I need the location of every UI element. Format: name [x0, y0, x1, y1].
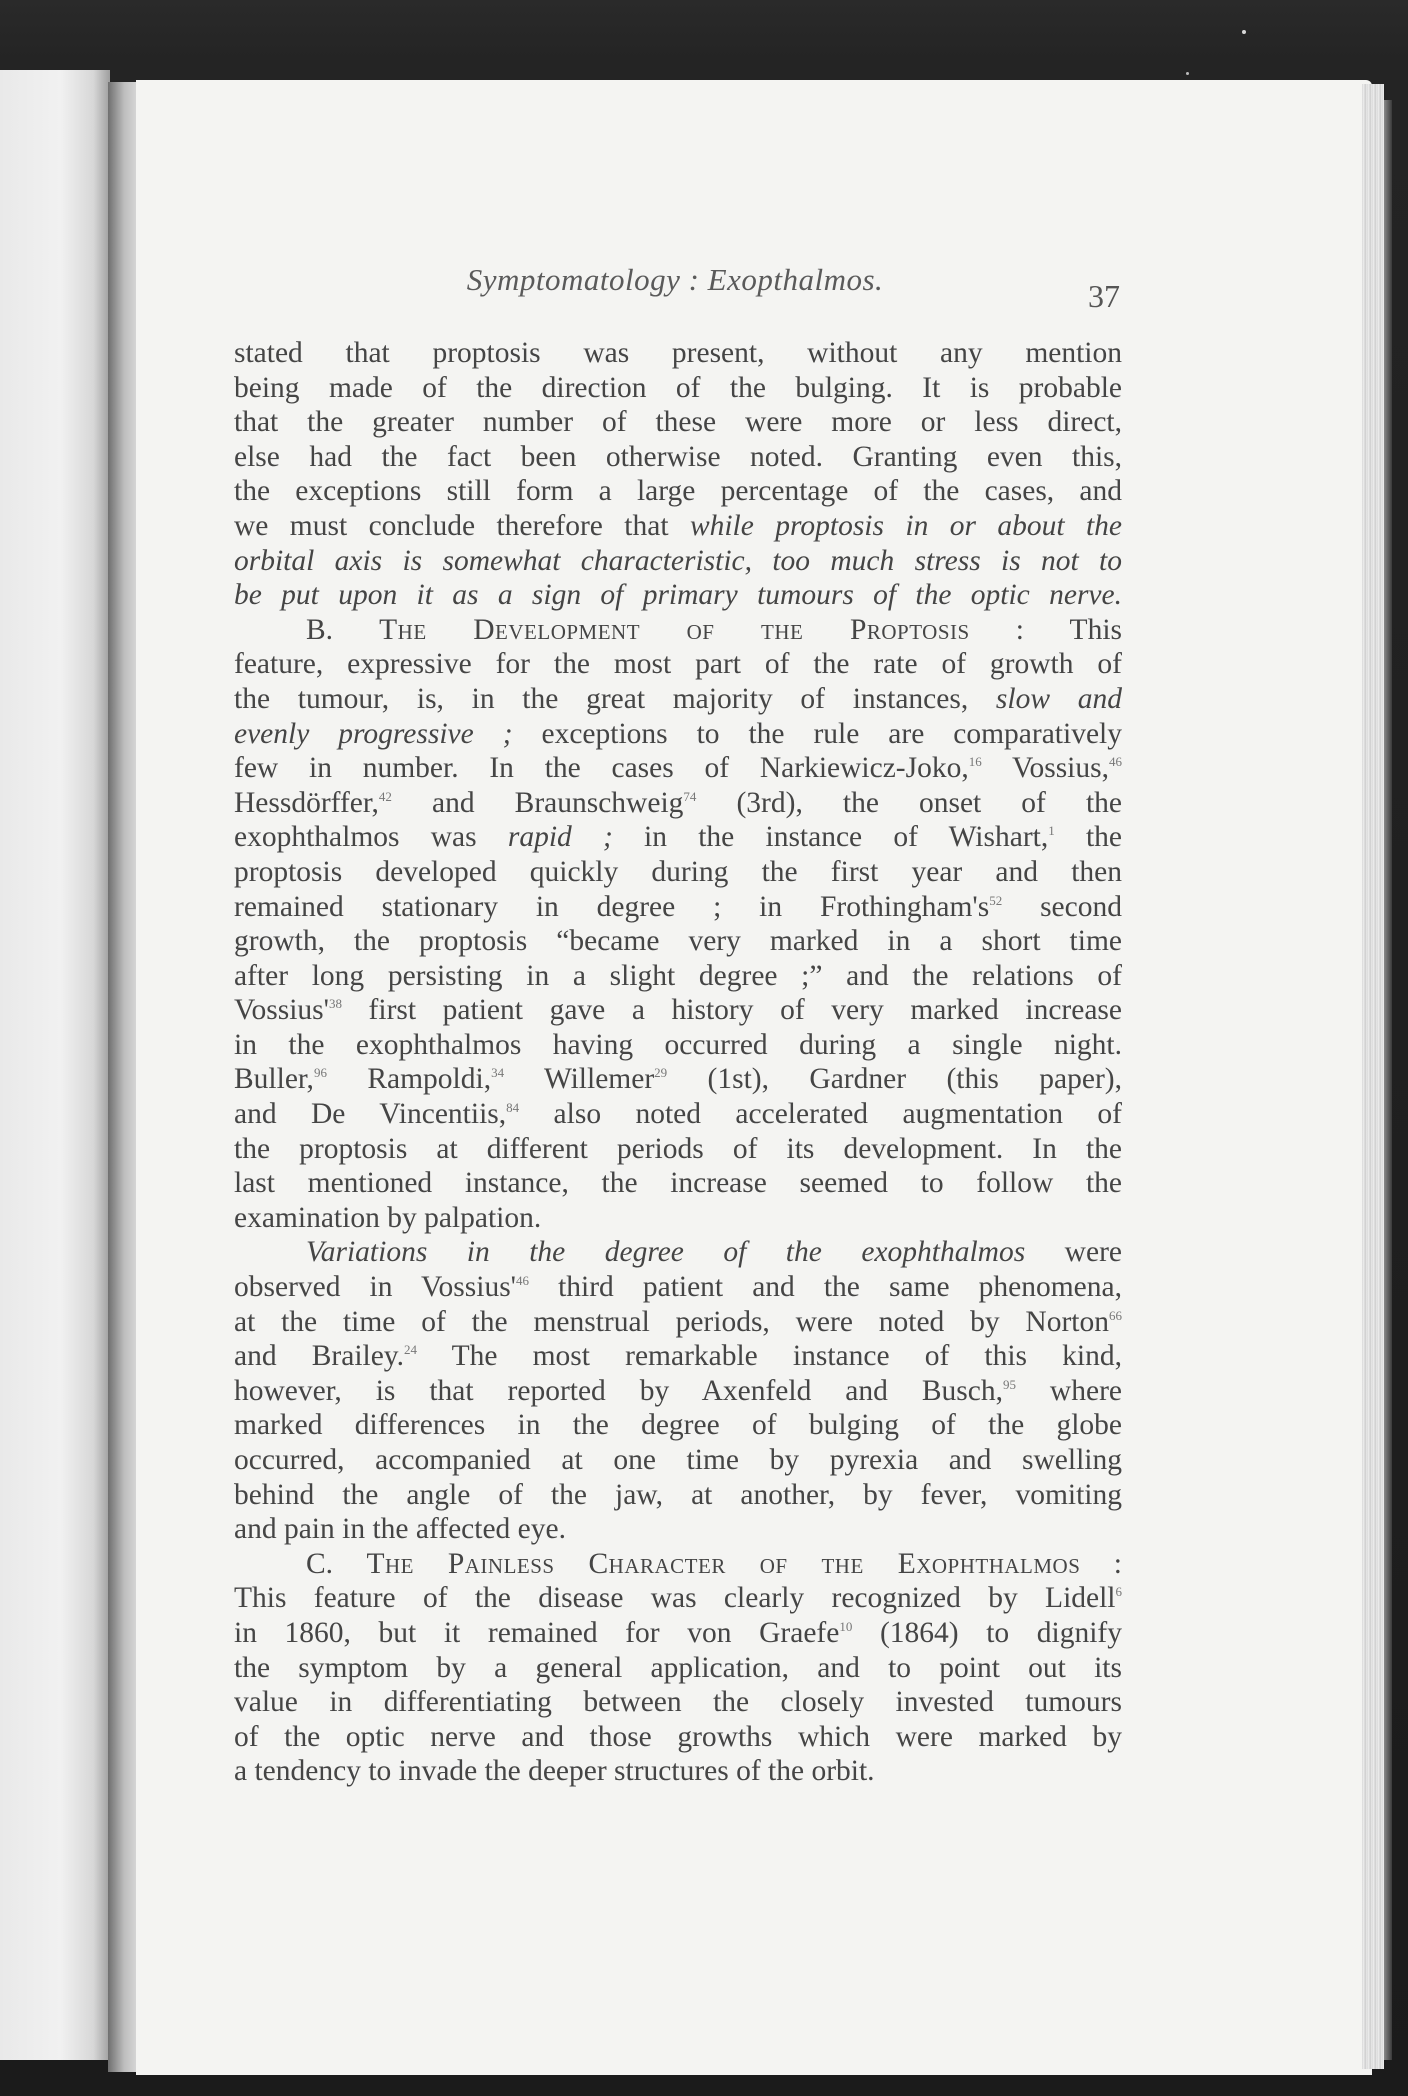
text-run: : This [969, 613, 1122, 646]
reference-superscript: 10 [839, 1618, 853, 1634]
text-line: and pain in the affected eye. [234, 1513, 566, 1546]
text-run: Vossius, [981, 752, 1109, 785]
text-run: at the time of the menstrual periods, were noted by Norton [234, 1305, 1109, 1338]
text-run: first patient gave a history of very marked increase [341, 994, 1122, 1027]
text-line: the exceptions still form a large percentage of the cases, and [234, 475, 1122, 508]
text-run: were [1025, 1236, 1122, 1269]
section-heading: The Development of the Proptosis [379, 613, 970, 646]
text-line [234, 751, 1122, 786]
text-line [234, 993, 1122, 1028]
text-line: growth, the proptosis “became very marked in a short time [234, 925, 1122, 958]
reference-superscript: 46 [1109, 754, 1122, 770]
text-run: also noted accelerated augmentation of [519, 1098, 1122, 1131]
section-letter: B. [306, 613, 380, 646]
text-line [234, 820, 1122, 855]
text-run: (1864) to dignify [852, 1616, 1122, 1649]
emphasis-text: while proptosis in or about the [689, 509, 1122, 542]
section-heading: The Painless Character of the Exophthalmos [366, 1547, 1081, 1580]
reference-superscript: 6 [1115, 1584, 1122, 1600]
text-line [234, 1374, 1122, 1409]
reference-superscript: 95 [1002, 1376, 1016, 1392]
text-line: being made of the direction of the bulging. It is probable [234, 371, 1122, 404]
text-line: examination by palpation. [234, 1201, 542, 1234]
section-heading-line [234, 1547, 1122, 1582]
text-line: else had the fact been otherwise noted. Granting even this, [234, 440, 1122, 473]
emphasis-text: evenly progressive ; [234, 717, 513, 750]
text-run: few in number. In the cases of Narkiewicz-Joko, [234, 752, 969, 785]
reference-superscript: 84 [506, 1100, 520, 1116]
text-line [234, 544, 1122, 579]
text-line: behind the angle of the jaw, at another, by fever, vomiting [234, 1478, 1122, 1511]
text-line: stated that proptosis was present, without any mention [234, 337, 1122, 369]
previous-page-edge [0, 70, 110, 2060]
reference-superscript: 16 [968, 754, 982, 770]
reference-superscript: 34 [491, 1065, 505, 1081]
emphasis-text: rapid ; [507, 821, 613, 854]
text-run: where [1015, 1374, 1122, 1407]
text-run: Vossius' [234, 994, 329, 1027]
text-line: after long persisting in a slight degree ;” and the relations of [234, 959, 1122, 992]
emphasis-text: orbital axis is somewhat characteristic, too much stress is not to [234, 544, 1122, 577]
text-run: This feature of the disease was clearly recognized by Lidell [234, 1582, 1116, 1615]
text-line: last mentioned instance, the increase seemed to follow the [234, 1167, 1122, 1200]
text-line [234, 682, 1122, 717]
reference-superscript: 29 [654, 1065, 668, 1081]
text-line [234, 578, 1122, 613]
text-run: remained stationary in degree ; in Frothingham's [234, 890, 990, 923]
text-run: Hessdörffer, [234, 786, 379, 819]
text-run: Rampoldi, [326, 1063, 492, 1096]
text-line: in the exophthalmos having occurred during a single night. [234, 1028, 1122, 1061]
dust-speck [1186, 72, 1189, 75]
reference-superscript: 66 [1109, 1307, 1122, 1323]
text-run: and Brailey. [234, 1340, 405, 1373]
text-run: observed in Vossius' [234, 1271, 516, 1304]
text-line [234, 1062, 1122, 1097]
page-stack-shadow [1384, 100, 1392, 2060]
text-run: (1st), Gardner (this paper), [667, 1063, 1122, 1096]
body-text [234, 336, 1122, 1789]
text-run: (3rd), the onset of the [696, 786, 1122, 819]
text-line: feature, expressive for the most part of the rate of growth of [234, 648, 1122, 681]
text-run: third patient and the same phenomena, [529, 1271, 1122, 1304]
text-line [234, 786, 1122, 821]
text-run: The most remarkable instance of this kind, [417, 1340, 1122, 1373]
text-run: : [1080, 1547, 1122, 1580]
reference-superscript: 96 [313, 1065, 327, 1081]
text-line: the symptom by a general application, and to point out its [234, 1651, 1122, 1684]
text-run: in 1860, but it remained for von Graefe [234, 1616, 840, 1649]
text-run: and De Vincentiis, [234, 1098, 507, 1131]
reference-superscript: 24 [404, 1342, 418, 1358]
text-run: however, is that reported by Axenfeld and Busch, [234, 1374, 1003, 1407]
text-run: Buller, [234, 1063, 314, 1096]
text-line [234, 1097, 1122, 1132]
emphasis-text: be put upon it as a sign of primary tumours of the optic nerve. [234, 579, 1122, 612]
section-letter: C. [306, 1547, 367, 1580]
text-run: and Braunschweig [391, 786, 684, 819]
reference-superscript: 46 [516, 1273, 529, 1289]
page-number: 37 [1088, 278, 1120, 314]
text-line: value in differentiating between the closely invested tumours [234, 1686, 1122, 1719]
text-run: exceptions to the rule are comparatively [512, 717, 1122, 750]
text-run: in the instance of Wishart, [612, 821, 1049, 854]
reference-superscript: 52 [989, 892, 1003, 908]
text-line: a tendency to invade the deeper structures of the orbit. [234, 1755, 875, 1788]
text-run: second [1002, 890, 1122, 923]
text-line: occurred, accompanied at one time by pyrexia and swelling [234, 1444, 1122, 1476]
text-line: proptosis developed quickly during the first year and then [234, 855, 1122, 888]
text-line [234, 1270, 1122, 1305]
emphasis-text: slow and [995, 682, 1122, 715]
text-line: that the greater number of these were more or less direct, [234, 406, 1122, 439]
text-run: Willemer [504, 1063, 655, 1096]
text-run: the tumour, is, in the great majority of instances, [234, 682, 996, 715]
text-run: exophthalmos was [234, 821, 508, 854]
text-line: the proptosis at different periods of its development. In the [234, 1132, 1122, 1165]
reference-superscript: 1 [1048, 823, 1055, 839]
running-head: Symptomatology : Exopthalmos. [466, 262, 884, 297]
text-line [234, 717, 1122, 752]
emphasis-text: Variations in the degree of the exophthalmos [306, 1236, 1026, 1269]
text-line [234, 1305, 1122, 1340]
text-line [234, 1581, 1122, 1616]
reference-superscript: 74 [683, 788, 697, 804]
text-run: the [1054, 821, 1123, 854]
text-line [234, 1235, 1122, 1270]
text-line [234, 1339, 1122, 1374]
text-line: marked differences in the degree of bulging of the globe [234, 1409, 1122, 1442]
section-heading-line [234, 613, 1122, 648]
text-line [234, 509, 1122, 544]
text-line [234, 1616, 1122, 1651]
reference-superscript: 38 [328, 996, 342, 1012]
text-line [234, 890, 1122, 925]
reference-superscript: 42 [378, 788, 392, 804]
text-line: of the optic nerve and those growths which were marked by [234, 1720, 1122, 1753]
text-run: we must conclude therefore that [234, 509, 690, 542]
dust-speck [1242, 30, 1246, 34]
page-stack-edges [1362, 84, 1384, 2069]
